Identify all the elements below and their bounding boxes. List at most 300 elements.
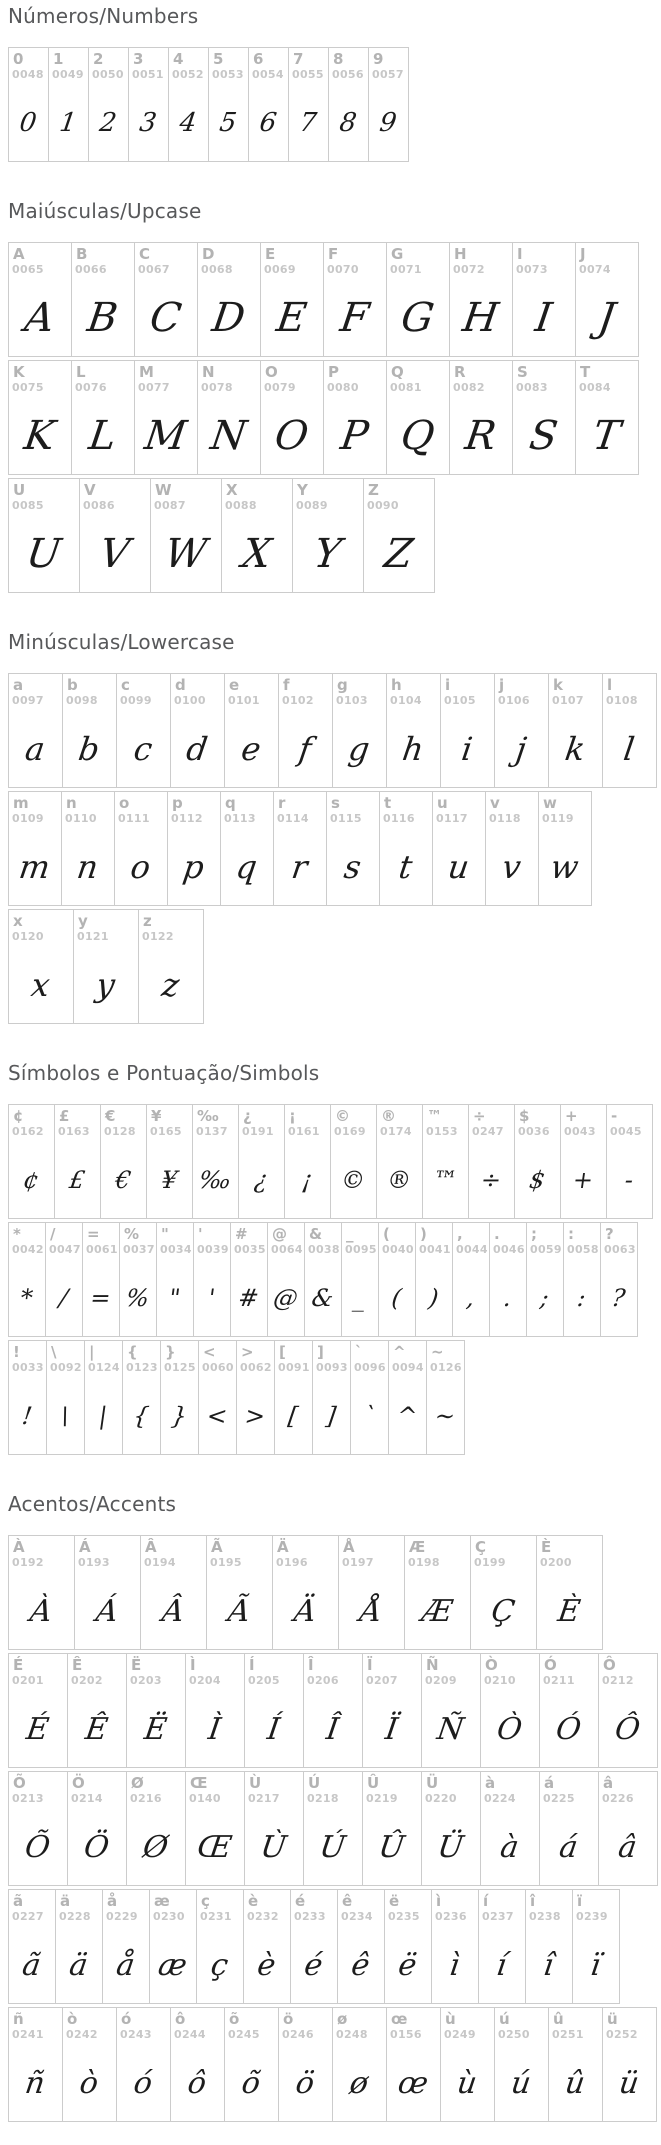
cell-unicode-label: 0044 — [456, 1243, 488, 1256]
cell-unicode-label: 0234 — [341, 1910, 373, 1923]
cell-character-label: : — [568, 1225, 574, 1243]
cell-unicode-label: 0238 — [529, 1910, 561, 1923]
cell-character-label: r — [278, 794, 286, 812]
cell-glyph: j — [513, 730, 529, 768]
cell-unicode-label: 0095 — [345, 1243, 377, 1256]
cell-character-label: k — [553, 676, 563, 694]
char-cell-0082 — [449, 360, 513, 475]
cell-unicode-label: 0202 — [71, 1674, 103, 1687]
char-cell-0247 — [468, 1104, 515, 1219]
cell-unicode-label: 0069 — [264, 263, 296, 276]
cell-unicode-label: 0226 — [602, 1792, 634, 1805]
cell-unicode-label: 0200 — [540, 1556, 572, 1569]
cell-character-label: A — [13, 245, 25, 263]
cell-unicode-label: 0124 — [88, 1361, 120, 1374]
cell-glyph: ê — [349, 1947, 372, 1983]
char-row-symbols-1 — [8, 1104, 661, 1219]
cell-glyph: i — [459, 730, 475, 768]
cell-glyph: á — [557, 1829, 580, 1865]
cell-glyph: ø — [347, 2065, 371, 2101]
char-cell-0103 — [332, 673, 387, 788]
cell-character-label: ! — [13, 1343, 20, 1361]
cell-character-label: O — [265, 363, 278, 381]
char-cell-0063 — [600, 1222, 638, 1337]
cell-character-label: ¡ — [289, 1107, 296, 1125]
cell-unicode-label: 0054 — [252, 68, 284, 81]
cell-character-label: J — [580, 245, 586, 263]
cell-glyph: 5 — [217, 108, 239, 138]
cell-unicode-label: 0214 — [71, 1792, 103, 1805]
section-symbols — [8, 1061, 661, 1455]
cell-character-label: 6 — [253, 50, 264, 68]
cell-unicode-label: 0137 — [196, 1125, 228, 1138]
char-cell-0061 — [82, 1222, 120, 1337]
cell-character-label: ï — [577, 1892, 583, 1910]
char-cell-0099 — [116, 673, 171, 788]
cell-glyph: ) — [426, 1284, 441, 1312]
cell-character-label: Í — [249, 1656, 255, 1674]
cell-glyph: 8 — [337, 108, 359, 138]
cell-unicode-label: 0174 — [380, 1125, 412, 1138]
cell-unicode-label: 0110 — [65, 812, 97, 825]
cell-glyph: Ò — [494, 1711, 525, 1747]
char-cell-0040 — [378, 1222, 416, 1337]
cell-glyph: # — [236, 1284, 261, 1312]
cell-character-label: & — [309, 1225, 323, 1243]
char-cell-0112 — [167, 791, 221, 906]
cell-glyph: f — [296, 730, 314, 768]
cell-character-label: ú — [499, 2010, 510, 2028]
cell-glyph: F — [337, 295, 372, 341]
cell-unicode-label: 0062 — [240, 1361, 272, 1374]
cell-glyph: W — [161, 531, 210, 577]
char-cell-0193 — [74, 1535, 141, 1650]
cell-unicode-label: 0051 — [132, 68, 164, 81]
char-cell-0248 — [332, 2007, 387, 2122]
cell-glyph: 9 — [377, 108, 399, 138]
char-cell-0038 — [304, 1222, 342, 1337]
cell-character-label: p — [172, 794, 183, 812]
cell-unicode-label: 0109 — [12, 812, 44, 825]
cell-unicode-label: 0065 — [12, 263, 44, 276]
cell-glyph: n — [74, 848, 101, 886]
char-cell-0237 — [478, 1889, 526, 2004]
cell-unicode-label: 0104 — [390, 694, 422, 707]
cell-character-label: o — [119, 794, 130, 812]
cell-glyph: \ — [59, 1402, 72, 1430]
cell-glyph: 4 — [177, 108, 199, 138]
cell-unicode-label: 0207 — [366, 1674, 398, 1687]
cell-character-label: ® — [381, 1107, 396, 1125]
cell-unicode-label: 0115 — [330, 812, 362, 825]
cell-glyph: ú — [508, 2065, 534, 2101]
cell-glyph: 1 — [57, 108, 79, 138]
char-cell-0125 — [160, 1340, 199, 1455]
cell-character-label: > — [241, 1343, 254, 1361]
cell-character-label: b — [67, 676, 78, 694]
cell-unicode-label: 0099 — [120, 694, 152, 707]
char-cell-0087 — [150, 478, 222, 593]
cell-unicode-label: 0217 — [248, 1792, 280, 1805]
cell-unicode-label: 0199 — [474, 1556, 506, 1569]
cell-glyph: ç — [208, 1947, 231, 1983]
cell-character-label: = — [87, 1225, 100, 1243]
char-row-accents-4 — [8, 1889, 661, 2004]
cell-character-label: Ä — [277, 1538, 289, 1556]
cell-character-label: S — [517, 363, 528, 381]
cell-character-label: Ó — [544, 1656, 557, 1674]
cell-unicode-label: 0056 — [332, 68, 364, 81]
char-cell-0235 — [384, 1889, 432, 2004]
cell-unicode-label: 0220 — [425, 1792, 457, 1805]
char-cell-0083 — [512, 360, 576, 475]
cell-unicode-label: 0067 — [138, 263, 170, 276]
cell-glyph: K — [21, 413, 58, 459]
char-cell-0230 — [149, 1889, 197, 2004]
section-title-uppercase: Maiúsculas/Upcase — [8, 199, 202, 223]
cell-glyph: < — [205, 1402, 230, 1430]
cell-character-label: Æ — [409, 1538, 426, 1556]
char-cell-0056 — [328, 47, 369, 162]
char-cell-0210 — [480, 1653, 540, 1768]
cell-unicode-label: 0081 — [390, 381, 422, 394]
cell-glyph: ò — [77, 2065, 101, 2101]
cell-unicode-label: 0201 — [12, 1674, 44, 1687]
cell-glyph: t — [396, 848, 415, 886]
cell-character-label: h — [391, 676, 402, 694]
char-cell-0123 — [122, 1340, 161, 1455]
char-cell-0114 — [273, 791, 327, 906]
cell-glyph: R — [462, 413, 499, 459]
char-cell-0207 — [362, 1653, 422, 1768]
cell-unicode-label: 0075 — [12, 381, 44, 394]
char-cell-0115 — [326, 791, 380, 906]
cell-character-label: å — [107, 1892, 118, 1910]
cell-unicode-label: 0241 — [12, 2028, 44, 2041]
cell-glyph: ^ — [395, 1402, 420, 1430]
cell-glyph: C — [147, 295, 185, 341]
cell-character-label: © — [335, 1107, 350, 1125]
cell-character-label: Q — [391, 363, 404, 381]
section-title-numbers: Números/Numbers — [8, 4, 199, 28]
cell-unicode-label: 0092 — [50, 1361, 82, 1374]
char-cell-0080 — [323, 360, 387, 475]
cell-character-label: a — [13, 676, 24, 694]
char-cell-0199 — [470, 1535, 537, 1650]
cell-character-label: ö — [283, 2010, 294, 2028]
cell-glyph: ® — [385, 1166, 414, 1194]
char-cell-0120 — [8, 909, 74, 1024]
cell-unicode-label: 0071 — [390, 263, 422, 276]
char-cell-0194 — [140, 1535, 207, 1650]
char-cell-0238 — [525, 1889, 573, 2004]
cell-character-label: s — [331, 794, 340, 812]
char-cell-0093 — [312, 1340, 351, 1455]
cell-character-label: f — [283, 676, 290, 694]
cell-unicode-label: 0094 — [392, 1361, 424, 1374]
char-row-accents-5 — [8, 2007, 661, 2122]
char-cell-0068 — [197, 242, 261, 357]
cell-unicode-label: 0119 — [542, 812, 574, 825]
cell-character-label: , — [457, 1225, 463, 1243]
cell-unicode-label: 0058 — [567, 1243, 599, 1256]
char-cell-0072 — [449, 242, 513, 357]
cell-glyph: [ — [286, 1402, 300, 1430]
char-cell-0100 — [170, 673, 225, 788]
cell-character-label: . — [494, 1225, 500, 1243]
cell-character-label: R — [454, 363, 466, 381]
char-cell-0165 — [146, 1104, 193, 1219]
char-cell-0088 — [221, 478, 293, 593]
char-row-uppercase-1 — [8, 242, 661, 357]
char-cell-0201 — [8, 1653, 68, 1768]
char-cell-0195 — [206, 1535, 273, 1650]
cell-glyph: P — [337, 413, 372, 459]
cell-unicode-label: 0107 — [552, 694, 584, 707]
char-cell-0033 — [8, 1340, 47, 1455]
cell-character-label: / — [50, 1225, 56, 1243]
char-cell-0048 — [8, 47, 49, 162]
cell-character-label: è — [248, 1892, 259, 1910]
char-cell-0233 — [290, 1889, 338, 2004]
char-cell-0111 — [114, 791, 168, 906]
cell-unicode-label: 0085 — [12, 499, 44, 512]
cell-unicode-label: 0206 — [307, 1674, 339, 1687]
char-cell-0094 — [388, 1340, 427, 1455]
cell-character-label: ô — [175, 2010, 186, 2028]
cell-unicode-label: 0042 — [12, 1243, 44, 1256]
cell-character-label: ø — [337, 2010, 348, 2028]
cell-character-label: t — [384, 794, 392, 812]
cell-character-label: " — [161, 1225, 169, 1243]
cell-glyph: 2 — [97, 108, 119, 138]
cell-glyph: d — [184, 730, 210, 768]
cell-glyph: ñ — [22, 2065, 48, 2101]
cell-character-label: U — [13, 481, 26, 499]
char-cell-0242 — [62, 2007, 117, 2122]
cell-character-label: Â — [145, 1538, 157, 1556]
char-cell-0059 — [526, 1222, 564, 1337]
char-cell-0244 — [170, 2007, 225, 2122]
char-cell-0200 — [536, 1535, 603, 1650]
cell-character-label: ~ — [431, 1343, 444, 1361]
cell-glyph: ä — [67, 1947, 90, 1983]
cell-glyph: Z — [381, 531, 416, 577]
cell-character-label: í — [483, 1892, 489, 1910]
cell-unicode-label: 0105 — [444, 694, 476, 707]
cell-character-label: z — [143, 912, 152, 930]
cell-glyph: ù — [454, 2065, 480, 2101]
cell-unicode-label: 0194 — [144, 1556, 176, 1569]
cell-character-label: ( — [383, 1225, 390, 1243]
cell-character-label: { — [127, 1343, 138, 1361]
cell-character-label: W — [155, 481, 172, 499]
char-cell-0085 — [8, 478, 80, 593]
cell-glyph: Œ — [195, 1829, 235, 1865]
cell-glyph: ì — [447, 1947, 462, 1983]
cell-unicode-label: 0045 — [610, 1125, 642, 1138]
cell-unicode-label: 0195 — [210, 1556, 242, 1569]
cell-unicode-label: 0197 — [342, 1556, 374, 1569]
cell-glyph: Ï — [383, 1711, 400, 1747]
char-cell-0250 — [494, 2007, 549, 2122]
cell-character-label: ' — [198, 1225, 203, 1243]
cell-unicode-label: 0033 — [12, 1361, 44, 1374]
cell-unicode-label: 0114 — [277, 812, 309, 825]
cell-character-label: â — [603, 1774, 614, 1792]
cell-character-label: Ü — [426, 1774, 439, 1792]
cell-unicode-label: 0233 — [294, 1910, 326, 1923]
cell-unicode-label: 0198 — [408, 1556, 440, 1569]
cell-unicode-label: 0097 — [12, 694, 44, 707]
cell-character-label: ù — [445, 2010, 456, 2028]
cell-unicode-label: 0048 — [12, 68, 44, 81]
cell-unicode-label: 0216 — [130, 1792, 162, 1805]
cell-character-label: õ — [229, 2010, 240, 2028]
cell-unicode-label: 0245 — [228, 2028, 260, 2041]
cell-glyph: ô — [185, 2065, 209, 2101]
cell-character-label: v — [490, 794, 500, 812]
cell-unicode-label: 0088 — [225, 499, 257, 512]
cell-glyph: £ — [67, 1166, 87, 1194]
cell-unicode-label: 0210 — [484, 1674, 516, 1687]
cell-glyph: a — [22, 730, 48, 768]
char-cell-0234 — [337, 1889, 385, 2004]
cell-unicode-label: 0111 — [118, 812, 150, 825]
cell-glyph: M — [141, 413, 190, 459]
cell-character-label: Ú — [308, 1774, 321, 1792]
cell-character-label: ; — [531, 1225, 537, 1243]
cell-glyph: N — [207, 413, 250, 459]
char-cell-0224 — [480, 1771, 540, 1886]
cell-unicode-label: 0072 — [453, 263, 485, 276]
cell-unicode-label: 0203 — [130, 1674, 162, 1687]
cell-unicode-label: 0117 — [436, 812, 468, 825]
cell-character-label: 5 — [213, 50, 224, 68]
cell-character-label: $ — [519, 1107, 530, 1125]
font-character-map — [8, 4, 661, 2122]
cell-character-label: V — [84, 481, 96, 499]
cell-unicode-label: 0156 — [390, 2028, 422, 2041]
char-cell-0229 — [102, 1889, 150, 2004]
cell-glyph: ‰ — [197, 1166, 234, 1194]
cell-glyph: € — [113, 1166, 133, 1194]
char-cell-0121 — [73, 909, 139, 1024]
char-cell-0042 — [8, 1222, 46, 1337]
char-cell-0197 — [338, 1535, 405, 1650]
char-cell-0070 — [323, 242, 387, 357]
char-cell-0041 — [415, 1222, 453, 1337]
cell-glyph: v — [499, 848, 524, 886]
char-cell-0089 — [292, 478, 364, 593]
cell-glyph: - — [623, 1166, 636, 1194]
char-cell-0055 — [288, 47, 329, 162]
char-cell-0110 — [61, 791, 115, 906]
cell-glyph: B — [84, 295, 121, 341]
cell-character-label: l — [607, 676, 613, 694]
cell-unicode-label: 0123 — [126, 1361, 158, 1374]
char-cell-0217 — [244, 1771, 304, 1886]
cell-unicode-label: 0232 — [247, 1910, 279, 1923]
cell-glyph: h — [400, 730, 427, 768]
char-row-lowercase-3 — [8, 909, 661, 1024]
char-cell-0118 — [485, 791, 539, 906]
cell-character-label: | — [89, 1343, 95, 1361]
cell-glyph: : — [575, 1284, 588, 1312]
char-cell-0049 — [48, 47, 89, 162]
cell-unicode-label: 0089 — [296, 499, 328, 512]
cell-glyph: E — [273, 295, 310, 341]
cell-character-label: ^ — [393, 1343, 406, 1361]
cell-unicode-label: 0229 — [106, 1910, 138, 1923]
cell-unicode-label: 0140 — [189, 1792, 221, 1805]
cell-character-label: ñ — [13, 2010, 24, 2028]
cell-character-label: Ì — [190, 1656, 196, 1674]
cell-unicode-label: 0090 — [367, 499, 399, 512]
cell-unicode-label: 0059 — [530, 1243, 562, 1256]
char-cell-0071 — [386, 242, 450, 357]
char-cell-0218 — [303, 1771, 363, 1886]
char-cell-0220 — [421, 1771, 481, 1886]
cell-unicode-label: 0068 — [201, 263, 233, 276]
cell-unicode-label: 0060 — [202, 1361, 234, 1374]
cell-unicode-label: 0080 — [327, 381, 359, 394]
char-cell-0226 — [598, 1771, 658, 1886]
cell-glyph: ! — [20, 1402, 34, 1430]
cell-character-label: g — [337, 676, 348, 694]
cell-unicode-label: 0225 — [543, 1792, 575, 1805]
cell-glyph: g — [346, 730, 372, 768]
cell-character-label: w — [543, 794, 557, 812]
char-cell-0058 — [563, 1222, 601, 1337]
cell-character-label: n — [66, 794, 77, 812]
char-cell-0243 — [116, 2007, 171, 2122]
cell-unicode-label: 0191 — [242, 1125, 274, 1138]
cell-glyph: ï — [588, 1947, 603, 1983]
char-cell-0096 — [350, 1340, 389, 1455]
cell-glyph: Õ — [22, 1829, 53, 1865]
cell-glyph: 7 — [297, 108, 319, 138]
cell-character-label: H — [454, 245, 467, 263]
cell-glyph: Y — [311, 531, 345, 577]
cell-glyph: Í — [265, 1711, 282, 1747]
section-numbers — [8, 4, 661, 162]
char-row-lowercase-2 — [8, 791, 661, 906]
cell-character-label: Ø — [131, 1774, 144, 1792]
cell-unicode-label: 0205 — [248, 1674, 280, 1687]
cell-glyph: 0 — [17, 108, 39, 138]
section-title-accents: Acentos/Accents — [8, 1492, 177, 1516]
char-cell-0162 — [8, 1104, 55, 1219]
cell-character-label: 2 — [93, 50, 104, 68]
char-row-uppercase-2 — [8, 360, 661, 475]
cell-unicode-label: 0218 — [307, 1792, 339, 1805]
cell-unicode-label: 0112 — [171, 812, 203, 825]
cell-unicode-label: 0120 — [12, 930, 44, 943]
cell-character-label: Ç — [475, 1538, 487, 1556]
cell-character-label: î — [530, 1892, 536, 1910]
char-cell-0232 — [243, 1889, 291, 2004]
cell-glyph: _ — [351, 1284, 368, 1312]
cell-glyph: © — [339, 1166, 368, 1194]
cell-unicode-label: 0236 — [435, 1910, 467, 1923]
char-cell-0124 — [84, 1340, 123, 1455]
char-cell-0104 — [386, 673, 441, 788]
cell-glyph: Î — [324, 1711, 341, 1747]
cell-character-label: Ñ — [426, 1656, 439, 1674]
cell-character-label: 1 — [53, 50, 64, 68]
cell-character-label: ü — [607, 2010, 618, 2028]
